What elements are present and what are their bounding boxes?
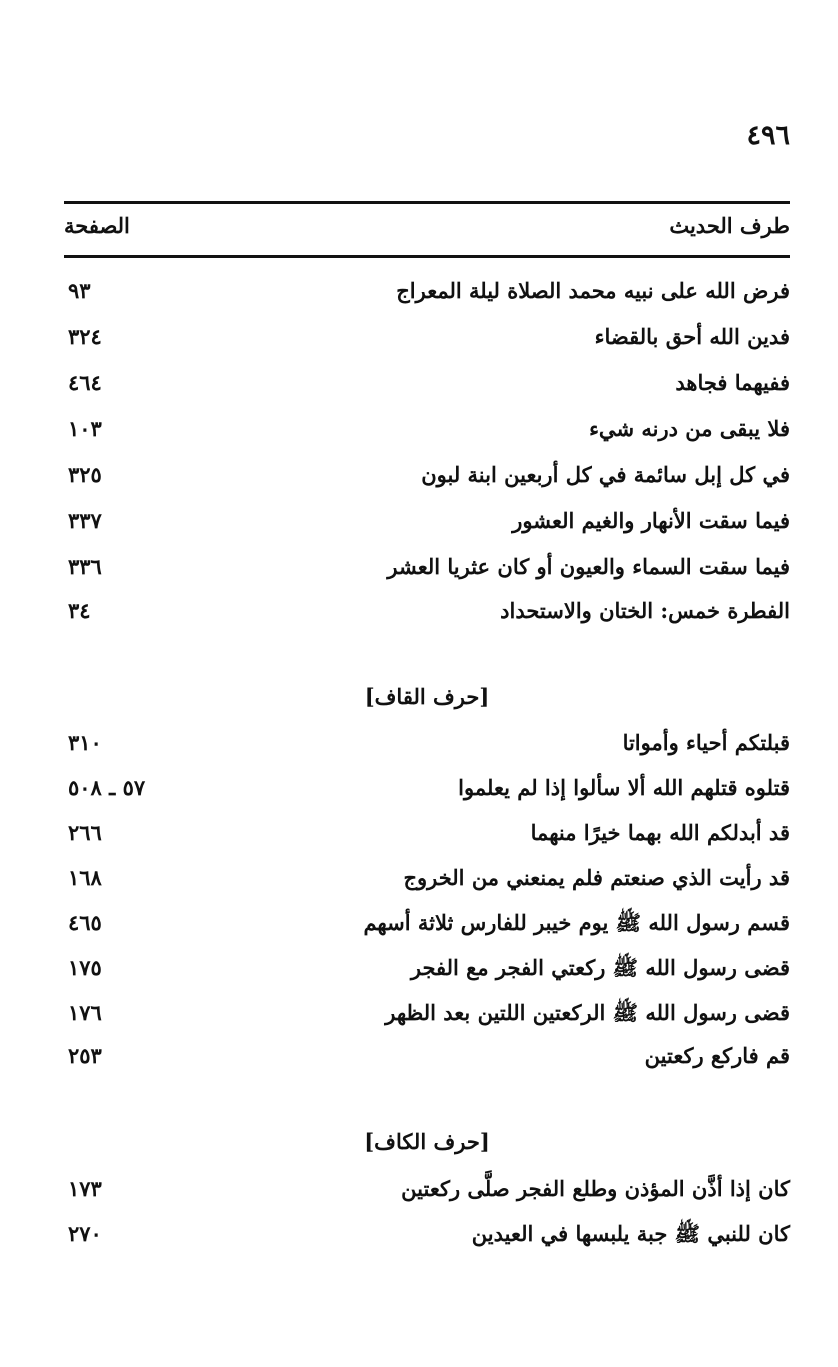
index-entry [64, 726, 790, 766]
column-header-hadith: طرف الحديث [669, 213, 790, 238]
section-heading-qaf: [حرف القاف] [364, 684, 490, 709]
index-entry [64, 1039, 790, 1079]
index-entry [64, 861, 790, 901]
entry-text: ففيهما فجاهد [675, 370, 790, 395]
entry-page: ٢٦٦ [68, 820, 102, 845]
index-entry [64, 274, 790, 314]
entry-page: ٤٦٥ [68, 910, 102, 935]
index-entry [64, 906, 790, 946]
entry-page: ٥٧ ـ ٥٠٨ [68, 775, 146, 800]
entry-page: ١٧٦ [68, 1000, 102, 1025]
entry-text: فلا يبقى من درنه شيء [589, 416, 790, 441]
entry-text: كان إذا أذَّن المؤذن وطلع الفجر صلَّى ركعتين [401, 1176, 790, 1201]
index-entry [64, 458, 790, 498]
entry-text: قم فاركع ركعتين [644, 1043, 790, 1068]
entry-text: فدين الله أحق بالقضاء [594, 324, 790, 349]
entry-page: ٣٣٦ [68, 554, 102, 579]
index-entry [64, 1172, 790, 1212]
entry-page: ١٦٨ [68, 865, 102, 890]
entry-text: قضى رسول الله ﷺ الركعتين اللتين بعد الظهر [385, 1000, 790, 1025]
entry-page: ٣٢٥ [68, 462, 102, 487]
column-header-page: الصفحة [64, 213, 130, 238]
index-entry [64, 996, 790, 1036]
entry-page: ٢٧٠ [68, 1221, 102, 1246]
entry-page: ١٠٣ [68, 416, 102, 441]
entry-text: في كل إبل سائمة في كل أربعين ابنة لبون [421, 462, 790, 487]
index-entry [64, 412, 790, 452]
entry-text: قد أبدلكم الله بهما خيرًا منهما [530, 820, 790, 845]
entry-text: قتلوه قتلهم الله ألا سألوا إذا لم يعلموا [458, 775, 790, 800]
entry-text: قد رأيت الذي صنعتم فلم يمنعني من الخروج [403, 865, 790, 890]
index-entry [64, 816, 790, 856]
entry-page: ١٧٣ [68, 1176, 102, 1201]
entry-page: ٣٣٧ [68, 508, 102, 533]
index-entry [64, 951, 790, 991]
entry-page: ١٧٥ [68, 955, 102, 980]
table-header [64, 205, 790, 249]
entry-text: قضى رسول الله ﷺ ركعتي الفجر مع الفجر [410, 955, 790, 980]
entry-text: الفطرة خمس: الختان والاستحداد [500, 598, 790, 623]
entry-page: ٤٦٤ [68, 370, 102, 395]
index-entry [64, 1217, 790, 1257]
index-entry [64, 320, 790, 360]
entry-text: فرض الله على نبيه محمد الصلاة ليلة المعراج [396, 278, 790, 303]
entry-text: فيما سقت السماء والعيون أو كان عثريا العشر [387, 554, 790, 579]
header-bottom-rule [64, 255, 790, 258]
entry-text: قسم رسول الله ﷺ يوم خيبر للفارس ثلاثة أسهم [363, 910, 790, 935]
entry-page: ٣٤ [68, 598, 91, 623]
entry-page: ٣١٠ [68, 730, 102, 755]
index-entry [64, 366, 790, 406]
index-entry [64, 550, 790, 590]
section-heading-kaf: [حرف الكاف] [364, 1129, 490, 1154]
entry-text: قبلتكم أحياء وأمواتا [622, 730, 790, 755]
entry-page: ٩٣ [68, 278, 91, 303]
header-top-rule [64, 201, 790, 204]
index-entry [64, 594, 790, 634]
index-entry [64, 504, 790, 544]
index-entry [64, 771, 790, 811]
page-number: ٤٩٦ [746, 120, 790, 151]
entry-text: كان للنبي ﷺ جبة يلبسها في العيدين [471, 1221, 790, 1246]
entry-page: ٣٢٤ [68, 324, 102, 349]
entry-text: فيما سقت الأنهار والغيم العشور [512, 508, 790, 533]
entry-page: ٢٥٣ [68, 1043, 102, 1068]
